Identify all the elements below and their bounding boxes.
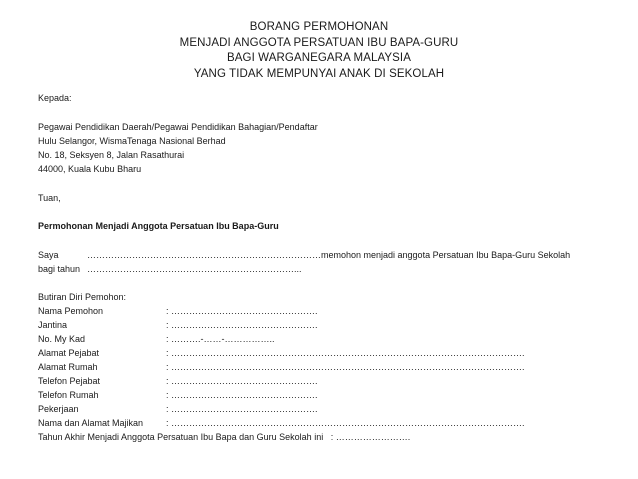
tahun-row — [38, 263, 302, 275]
field-row-mykad — [38, 333, 275, 345]
tahun-label: bagi tahun — [38, 264, 81, 274]
kepada-label: Kepada: — [38, 93, 72, 103]
form-header — [0, 20, 638, 82]
field-value-input[interactable]: : …………………………………………. — [166, 306, 318, 316]
field-label: Nama Pemohon — [38, 306, 104, 316]
field-row-alamat-rumah — [38, 361, 525, 373]
tahun-field[interactable]: ……………………………………………………………... — [87, 264, 302, 274]
field-row-alamat-pejabat — [38, 347, 525, 359]
recipient-line-3: No. 18, Seksyen 8, Jalan Rasathurai — [38, 150, 185, 160]
field-value-input[interactable]: : …………………………………………. — [166, 404, 318, 414]
field-value-input[interactable]: : ……………………. — [330, 432, 411, 442]
field-label: Alamat Rumah — [38, 362, 98, 372]
header-line-2: MENJADI ANGGOTA PERSATUAN IBU BAPA-GURU — [179, 36, 459, 49]
subject-title: Permohonan Menjadi Anggota Persatuan Ibu Bapa-Guru — [38, 221, 279, 231]
field-label: Telefon Rumah — [38, 390, 99, 400]
saya-label: Saya — [38, 250, 59, 260]
field-row-jantina — [38, 319, 318, 331]
recipient-line-2: Hulu Selangor, WismaTenaga Nasional Berhad — [38, 136, 226, 146]
field-label: Alamat Pejabat — [38, 348, 100, 358]
field-row-telefon-pejabat — [38, 375, 318, 387]
field-row-telefon-rumah — [38, 389, 318, 401]
field-label: No. My Kad — [38, 334, 86, 344]
header-line-3: BAGI WARGANEGARA MALAYSIA — [227, 52, 411, 64]
field-label: Nama dan Alamat Majikan — [38, 418, 144, 428]
header-line-4: YANG TIDAK MEMPUNYAI ANAK DI SEKOLAH — [193, 67, 445, 80]
details-heading: Butiran Diri Pemohon: — [38, 292, 127, 302]
field-row-tahun-akhir — [38, 431, 410, 443]
field-value-input[interactable]: : ……….-……-…………….. — [166, 334, 275, 344]
field-value-input[interactable]: : …………………………………………. — [166, 390, 318, 400]
saya-name-field[interactable]: …………………………………………………………………… — [87, 250, 321, 260]
field-label: Pekerjaan — [38, 404, 79, 414]
field-row-pekerjaan — [38, 403, 318, 415]
recipient-line-1: Pegawai Pendidikan Daerah/Pegawai Pendidikan Bahagian/Pendaftar — [38, 122, 318, 132]
field-value-input[interactable]: : …………………………………………. — [166, 376, 318, 386]
field-value-input[interactable]: : …………………………………………. — [166, 320, 318, 330]
saya-statement-text: memohon menjadi anggota Persatuan Ibu Bapa-Guru Sekolah — [321, 250, 571, 260]
field-label: Tahun Akhir Menjadi Anggota Persatuan Ibu Bapa dan Guru Sekolah ini — [38, 432, 324, 442]
field-value-input[interactable]: : ………………………………………………………………………………………………………. — [166, 348, 525, 358]
field-value-input[interactable]: : ………………………………………………………………………………………………………. — [166, 418, 525, 428]
field-label: Telefon Pejabat — [38, 376, 101, 386]
field-row-nama-pemohon — [38, 305, 318, 317]
header-line-1: BORANG PERMOHONAN — [249, 21, 389, 33]
field-row-majikan — [38, 417, 525, 429]
recipient-line-4: 44000, Kuala Kubu Bharu — [38, 164, 142, 174]
saya-row — [38, 249, 570, 261]
salutation: Tuan, — [38, 193, 61, 203]
field-value-input[interactable]: : ………………………………………………………………………………………………………. — [166, 362, 525, 372]
field-label: Jantina — [38, 320, 68, 330]
